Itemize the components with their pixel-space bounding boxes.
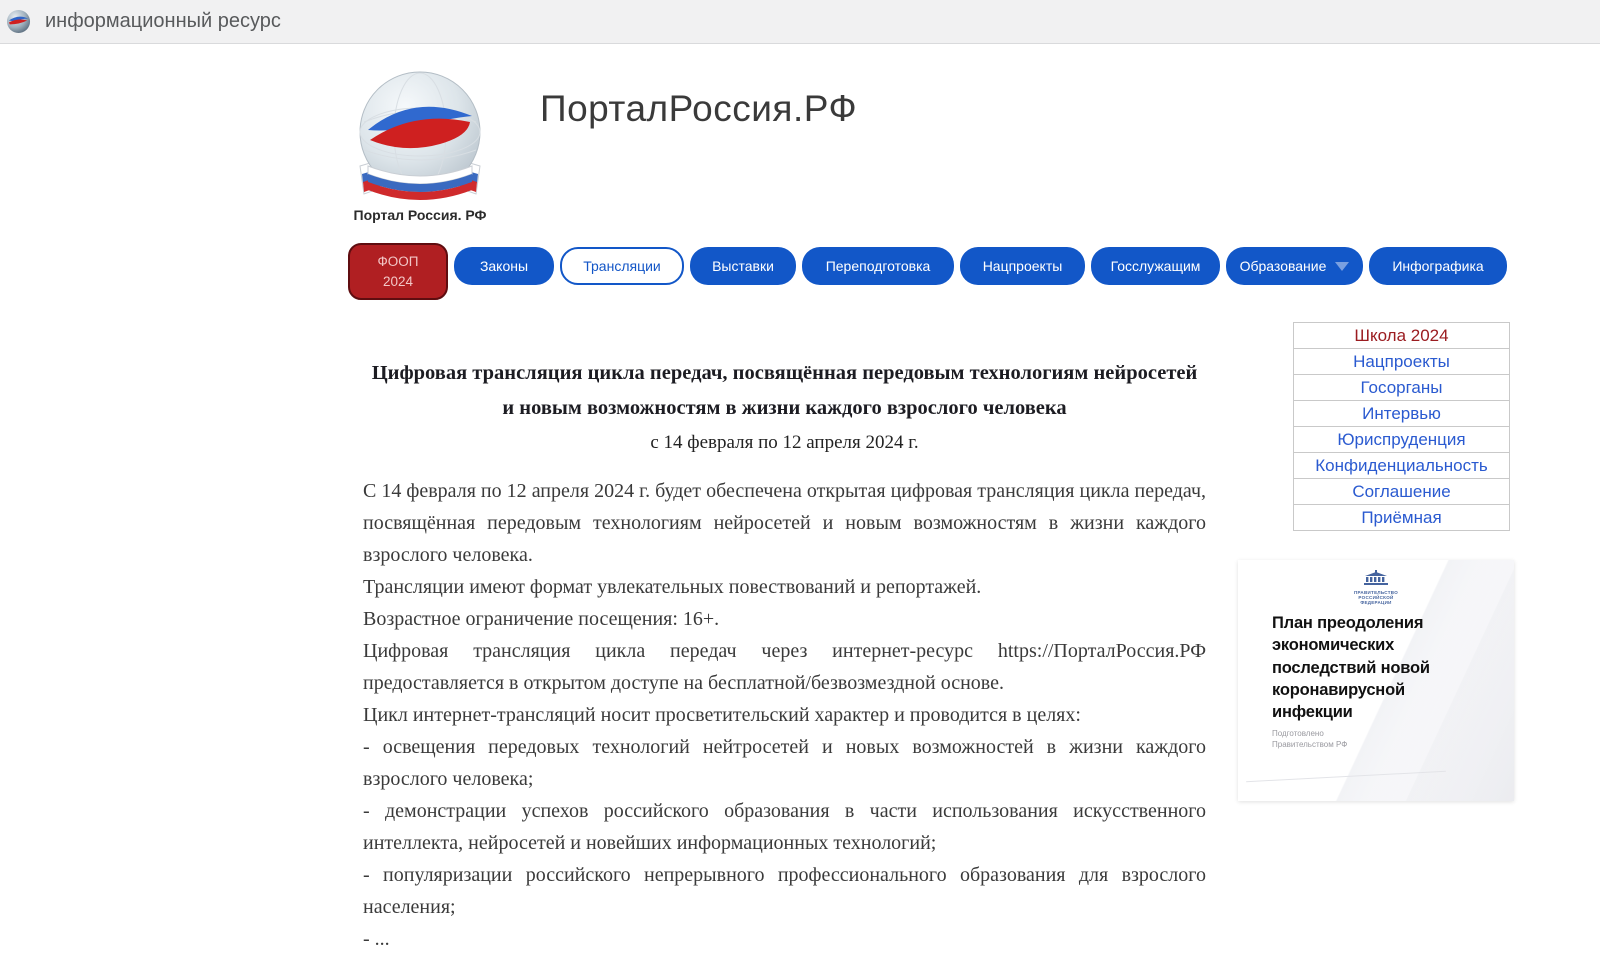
article-list-item: - популяризации российского непрерывного профессионального образования для взрослого населения; — [363, 864, 1206, 918]
government-emblem: ПРАВИТЕЛЬСТВО РОССИЙСКОЙ ФЕДЕРАЦИИ — [1238, 570, 1514, 605]
chevron-down-icon — [1335, 262, 1349, 271]
table-row — [1294, 427, 1510, 453]
table-row — [1294, 349, 1510, 375]
sidebar-item-priyomnaya[interactable]: Приёмная — [1294, 505, 1510, 531]
banner-footer: Подготовлено Правительством РФ — [1272, 729, 1348, 749]
main-navigation — [348, 243, 1513, 300]
article-date: с 14 февраля по 12 апреля 2024 г. — [650, 432, 919, 453]
site-logo[interactable] — [352, 70, 488, 223]
article-paragraph: Трансляции имеют формат увлекательных повествований и репортажей. — [363, 576, 982, 598]
browser-topbar — [0, 0, 1600, 44]
banner-title: План преодоления экономических последствий новой коронавирусной инфекции — [1272, 614, 1430, 722]
sidebar-item-yurisprudenciya[interactable]: Юриспруденция — [1294, 427, 1510, 453]
article-body — [363, 475, 1206, 955]
article-list-item: - освещения передовых технологий нейтросетей и новых возможностей в жизни каждого взрослого человека; — [363, 736, 1206, 790]
article-title: Цифровая трансляция цикла передач, посвящённая передовым технологиям нейросетей и новым возможностям в жизни каждого взрослого человека — [371, 362, 1198, 419]
article-clipped-line: - ... — [363, 928, 390, 950]
page-tab-title: информационный ресурс — [45, 10, 281, 32]
site-title: ПорталРоссия.РФ — [540, 88, 858, 129]
nav-item-foop-2024[interactable]: ФООП 2024 — [348, 243, 448, 300]
globe-favicon-icon — [6, 9, 31, 34]
table-row — [1294, 479, 1510, 505]
sidebar-item-nacproekty[interactable]: Нацпроекты — [1294, 349, 1510, 375]
nav-item-obrazovanie[interactable]: Образование — [1226, 247, 1363, 285]
globe-russia-logo-icon — [354, 70, 486, 200]
sidebar-item-soglashenie[interactable]: Соглашение — [1294, 479, 1510, 505]
sidebar-item-konfidencialnost[interactable]: Конфиденциальность — [1294, 453, 1510, 479]
nav-item-vystavki[interactable]: Выставки — [690, 247, 796, 285]
table-row — [1294, 323, 1510, 349]
nav-item-translyacii[interactable]: Трансляции — [560, 247, 684, 285]
article — [363, 356, 1206, 955]
table-row — [1294, 401, 1510, 427]
nav-item-gossluzhashchim[interactable]: Госслужащим — [1091, 247, 1220, 285]
article-paragraph: Цикл интернет-трансляций носит просветительский характер и проводится в целях: — [363, 704, 1081, 726]
table-row — [1294, 505, 1510, 531]
article-paragraph: С 14 февраля по 12 апреля 2024 г. будет обеспечена открытая цифровая трансляция цикла передач, посвящённая передовым технологиям нейросетей и новым возможностям в жизни каждого взрослого человека. — [363, 480, 1206, 566]
sidebar-menu — [1293, 322, 1510, 531]
sidebar-item-shkola-2024[interactable]: Школа 2024 — [1294, 323, 1510, 349]
article-paragraph: Возрастное ограничение посещения: 16+. — [363, 608, 720, 630]
covid-plan-banner[interactable] — [1238, 560, 1514, 801]
sidebar-item-intervyu[interactable]: Интервью — [1294, 401, 1510, 427]
article-list-item: - демонстрации успехов российского образования в части использования искусственного интеллекта, нейросетей и новейших информационных технологий; — [363, 800, 1206, 854]
nav-item-nacproekty[interactable]: Нацпроекты — [960, 247, 1085, 285]
sidebar-item-gosorgany[interactable]: Госорганы — [1294, 375, 1510, 401]
nav-item-zakony[interactable]: Законы — [454, 247, 554, 285]
government-building-icon — [1363, 570, 1389, 585]
table-row — [1294, 453, 1510, 479]
nav-item-perepodgotovka[interactable]: Переподготовка — [802, 247, 954, 285]
logo-caption: Портал Россия. РФ — [353, 207, 487, 223]
nav-item-infografika[interactable]: Инфографика — [1369, 247, 1507, 285]
table-row — [1294, 375, 1510, 401]
article-paragraph: Цифровая трансляция цикла передач через интернет-ресурс https://ПорталРоссия.РФ предоставляется в открытом доступе на бесплатной/безвозмездной основе. — [363, 640, 1206, 694]
banner-fold-line — [1246, 771, 1446, 782]
